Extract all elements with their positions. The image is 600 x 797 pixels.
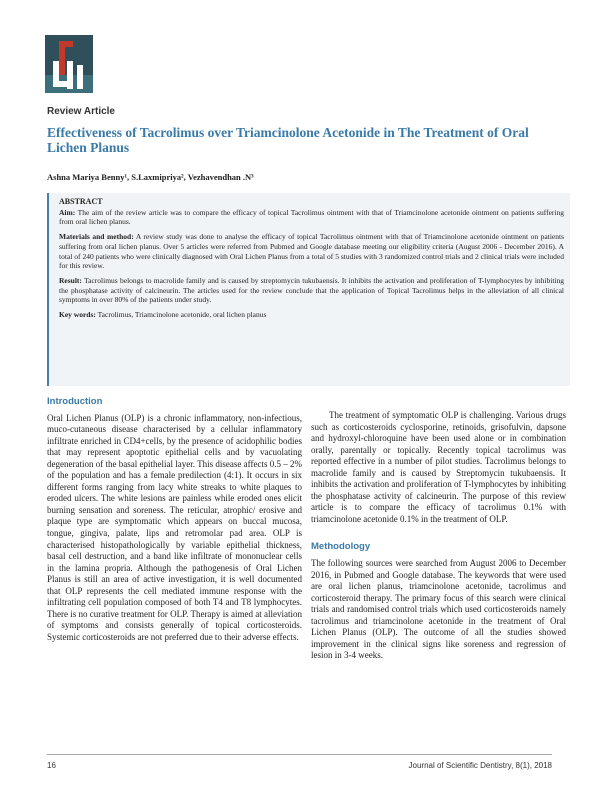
aim-text: The aim of the review article was to compare the efficacy of topical Tacrolimus ointment with that of Triamcinolone acetonide ointment on patients suffering from oral lichen planus. bbox=[59, 207, 564, 227]
aim-label: Aim: bbox=[59, 207, 76, 217]
methods-label: Materials and method: bbox=[59, 232, 134, 242]
result-label: Result: bbox=[59, 275, 82, 285]
introduction-heading: Introduction bbox=[47, 396, 103, 407]
abstract-keywords bbox=[59, 310, 564, 320]
introduction-paragraph: Oral Lichen Planus (OLP) is a chronic inflammatory, non-infectious, muco-cutaneous disease characterised by a cellular inflammatory infiltrate enriched in CD4+cells, by the presence of acidophilic bodies that may represent apoptotic epithelial cells and by vacuolating degeneration of the basal epithelial layer. This disease affects 0.5 – 2% of the population and has a female predilection (4:1). It occurs in six different forms ranging from lacy white streaks to white plaques to eroded ulcers. The white lesions are painless while eroded ones elicit burning sensation and soreness. The reticular, atrophic/ erosive and plaque type are symptomatic which appears on buccal mucosa, tongue, gingiva, palate, lips and retromolar pad area. OLP is characterised histopathologically by variable epithelial thickness, basal cell destruction, and a band like infiltrate of mononuclear cells in the lamina propria. Although the pathogenesis of Oral Lichen Planus is still an area of active investigation, it is well documented that OLP represents the cell mediated immune response with the infiltrating cell population composed of both T4 and T8 lymphocytes. There is no curative treatment for OLP. Therapy is aimed at alleviation of symptoms and consists generally of topical corticosteroids. Systemic corticosteroids are not preferred due to their adverse effects. bbox=[47, 412, 302, 642]
methods-text: A review study was done to analyse the efficacy of topical Tacrolimus ointment with that of Triamcinolone acetonide ointment on patients suffering from oral lichen planus. Over 5 articles were referred from Pubmed and Google database meeting our eligibility criteria (August 2006 - December 2016). A total of 240 patients who were clinically diagnosed with Oral Lichen Planus from a total of 5 studies with 3 randomized control trials and 2 clinical trials were included for this review. bbox=[59, 232, 565, 271]
page-number: 16 bbox=[47, 761, 56, 770]
footer-divider bbox=[47, 754, 552, 755]
treatment-paragraph: The treatment of symptomatic OLP is challenging. Various drugs such as corticosteroids cyclosporine, retinoids, grisofulvin, dapsone and hydroxyl-chloroquine have been used alone or in combination orally, parentally or topically. Recently topical tacrolimus was reported effective in a number of pilot studies. Tacrolimus belongs to macrolide family and is caused by Streptomycin tukubaensis. It inhibits the activation and proliferation of T-lymphocytes by inhibiting the phosphatase activity of calcineurin. The purpose of this review article is to compare the efficacy of tacrolimus 0.1% with triamcinolone acetonide 0.1% in the treatment of OLP. bbox=[311, 410, 566, 524]
abstract-heading: ABSTRACT bbox=[59, 197, 103, 206]
right-column bbox=[311, 410, 566, 662]
left-column bbox=[47, 396, 302, 643]
journal-reference: Journal of Scientific Dentistry, 8(1), 2018 bbox=[408, 761, 552, 770]
author-list: Ashna Mariya Benny¹, S.Laxmipriya², Vezhavendhan .N³ bbox=[47, 172, 254, 182]
abstract-aim bbox=[59, 208, 564, 227]
abstract-box bbox=[47, 193, 570, 386]
methodology-paragraph: The following sources were searched from August 2006 to December 2016, in Pubmed and Google database. The keywords that were used are oral lichen planus, triamcinolone acetonide, tacrolimus and corticosteroid therapy. The primary focus of this search were clinical trials and randomised control trials which used corticosteroids namely tacrolimus and triamcinolone acetonide in the treatment of Oral Lichen Planus (OLP). The outcome of all the studies showed improvement in the clinical signs like soreness and regression of lesion in 3-4 weeks. bbox=[311, 558, 566, 661]
article-title: Effectiveness of Tacrolimus over Triamcinolone Acetonide in The Treatment of Oral Lichen Planus bbox=[47, 125, 529, 155]
journal-logo-icon bbox=[45, 35, 93, 93]
section-tag: Review Article bbox=[47, 106, 115, 117]
abstract-methods bbox=[59, 232, 564, 271]
keywords-text: Tacrolimus, Triamcinolone acetonide, oral lichen planus bbox=[97, 310, 267, 320]
methodology-heading: Methodology bbox=[311, 541, 371, 553]
abstract-result bbox=[59, 276, 564, 305]
keywords-label: Key words: bbox=[59, 310, 96, 320]
result-text: Tacrolimus belongs to macrolide family and is caused by streptomycin tukubaensis. It inhibits the activation and proliferation of T-lymphocytes by inhibiting the phosphatase activity of calcineurin. The articles used for the review conclude that the application of Topical Tacrolimus helps in the alleviation of all clinical symptoms in over 80% of the patients under study. bbox=[59, 275, 564, 305]
